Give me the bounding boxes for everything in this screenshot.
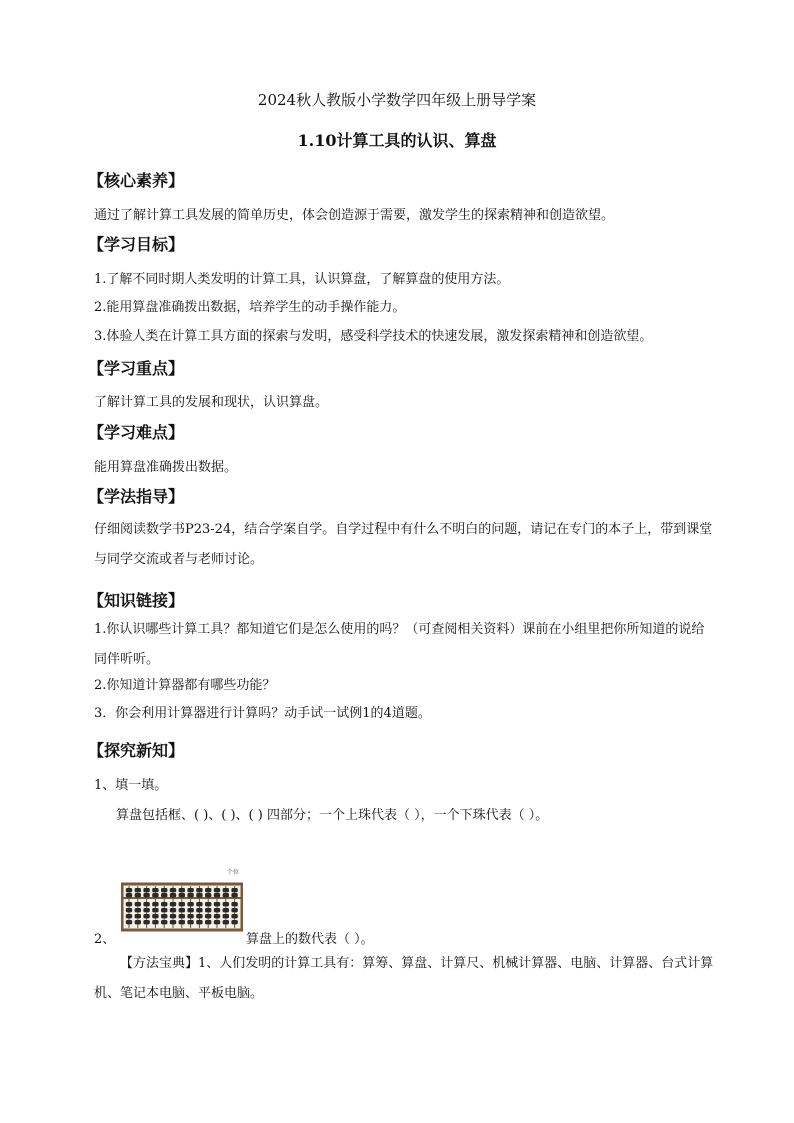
abacus-bead — [170, 920, 176, 924]
abacus-bead — [214, 908, 220, 912]
abacus-bead — [152, 888, 158, 892]
question-2-label: 2、 — [94, 932, 116, 947]
abacus-bead — [135, 920, 141, 924]
goal-item: 1.了解不同时期人类发明的计算工具，认识算盘，了解算盘的使用方法。 — [94, 272, 510, 287]
abacus-bead — [187, 914, 193, 918]
abacus-bead — [187, 920, 193, 924]
goal-item: 2.能用算盘准确拨出数据，培养学生的动手操作能力。 — [94, 300, 406, 315]
question-1-label: 1、填一填。 — [94, 778, 168, 793]
heading-goals: 【学习目标】 — [88, 235, 185, 254]
abacus-bead — [223, 914, 229, 918]
abacus-bead — [231, 914, 237, 918]
abacus-bead — [231, 888, 237, 892]
heading-difficulty: 【学习难点】 — [88, 423, 185, 442]
abacus-bead — [223, 920, 229, 924]
abacus-bead — [161, 908, 167, 912]
abacus-bead — [205, 914, 211, 918]
abacus-bead — [196, 902, 202, 906]
abacus-bead — [231, 893, 237, 897]
abacus-bead — [170, 902, 176, 906]
abacus-bead — [187, 888, 193, 892]
abacus-bead — [126, 888, 132, 892]
abacus-bead — [135, 908, 141, 912]
abacus-bead — [196, 908, 202, 912]
abacus-bead — [161, 893, 167, 897]
abacus-bead — [187, 893, 193, 897]
heading-keypoint: 【学习重点】 — [88, 359, 185, 378]
abacus-bead — [170, 908, 176, 912]
abacus-bead — [214, 893, 220, 897]
heading-explore: 【探究新知】 — [88, 741, 185, 760]
abacus-bead — [205, 908, 211, 912]
abacus-bead — [214, 914, 220, 918]
abacus-bead — [205, 888, 211, 892]
heading-core: 【核心素养】 — [88, 171, 185, 190]
abacus-bead — [179, 920, 185, 924]
abacus-bead — [126, 914, 132, 918]
abacus-bead — [143, 908, 149, 912]
method-tip: 【方法宝典】1、人们发明的计算工具有：算筹、算盘、计算尺、机械计算器、电脑、计算器、台式计算机、笔记本电脑、平板电脑。 — [94, 956, 714, 1001]
abacus-bead — [179, 893, 185, 897]
abacus-bead — [152, 914, 158, 918]
abacus-bead — [161, 914, 167, 918]
keypoint-text: 了解计算工具的发展和现状，认识算盘。 — [94, 395, 329, 410]
question-1-text: 算盘包括框、( )、( )、( ) 四部分；一个上珠代表（ ），一个下珠代表（ ）。 — [116, 808, 549, 823]
abacus-bead — [152, 893, 158, 897]
abacus-bead — [214, 888, 220, 892]
abacus-bead — [231, 908, 237, 912]
abacus-bead — [223, 908, 229, 912]
abacus-bead — [214, 902, 220, 906]
abacus-bead — [179, 888, 185, 892]
abacus-bead — [231, 920, 237, 924]
abacus-bead — [196, 920, 202, 924]
abacus-bead — [223, 902, 229, 906]
abacus-bead — [231, 902, 237, 906]
abacus-bead — [187, 902, 193, 906]
abacus-bead — [135, 902, 141, 906]
heading-method: 【学法指导】 — [88, 487, 185, 506]
goal-item: 3.体验人类在计算工具方面的探索与发明，感受科学技术的快速发展，激发探索精神和创造欲望。 — [94, 329, 653, 344]
abacus-ones-label: 个位 — [227, 869, 240, 876]
abacus-bead — [179, 914, 185, 918]
abacus-bead — [161, 902, 167, 906]
heading-links: 【知识链接】 — [88, 591, 185, 610]
abacus-bead — [152, 908, 158, 912]
abacus-bead — [205, 902, 211, 906]
abacus-bead — [196, 914, 202, 918]
method-text: 仔细阅读数学书P23-24，结合学案自学。自学过程中有什么不明白的问题，请记在专门的本子上，带到课堂与同学交流或者与老师讨论。 — [94, 522, 713, 567]
abacus-bead — [143, 914, 149, 918]
abacus-bead — [223, 888, 229, 892]
link-item: 3．你会利用计算器进行计算吗？动手试一试例1的4道题。 — [94, 706, 431, 721]
abacus-bead — [152, 920, 158, 924]
core-text: 通过了解计算工具发展的简单历史，体会创造源于需要，激发学生的探索精神和创造欲望。 — [94, 208, 615, 223]
abacus-bead — [126, 893, 132, 897]
abacus-image — [121, 866, 243, 932]
abacus-bead — [179, 908, 185, 912]
abacus-bead — [196, 888, 202, 892]
link-item: 1.你认识哪些计算工具？都知道它们是怎么使用的吗？（可查阅相关资料）课前在小组里把你所知道的说给同伴听听。 — [94, 622, 705, 667]
link-item: 2.你知道计算器都有哪些功能？ — [94, 678, 276, 693]
abacus-bead — [161, 920, 167, 924]
abacus-bead — [170, 893, 176, 897]
abacus-bead — [135, 914, 141, 918]
abacus-bead — [152, 902, 158, 906]
abacus-bead — [143, 920, 149, 924]
abacus-bead — [205, 893, 211, 897]
abacus-bead — [161, 888, 167, 892]
abacus-bead — [135, 888, 141, 892]
document-title: 2024秋人教版小学数学四年级上册导学案 — [257, 91, 537, 109]
abacus-bead — [135, 893, 141, 897]
abacus-bead — [126, 902, 132, 906]
abacus-bead — [205, 920, 211, 924]
abacus-bead — [170, 914, 176, 918]
abacus-bead — [126, 920, 132, 924]
abacus-bead — [179, 902, 185, 906]
abacus-bead — [214, 920, 220, 924]
abacus-bead — [196, 893, 202, 897]
question-2-text: 算盘上的数代表（ ）。 — [246, 932, 374, 947]
abacus-bead — [170, 888, 176, 892]
abacus-bead — [223, 893, 229, 897]
difficulty-text: 能用算盘准确拨出数据。 — [94, 460, 238, 475]
lesson-title: 1.10计算工具的认识、算盘 — [297, 131, 497, 150]
abacus-bead — [187, 908, 193, 912]
abacus-bead — [126, 908, 132, 912]
abacus-bead — [143, 888, 149, 892]
abacus-bead — [143, 902, 149, 906]
abacus-bead — [143, 893, 149, 897]
